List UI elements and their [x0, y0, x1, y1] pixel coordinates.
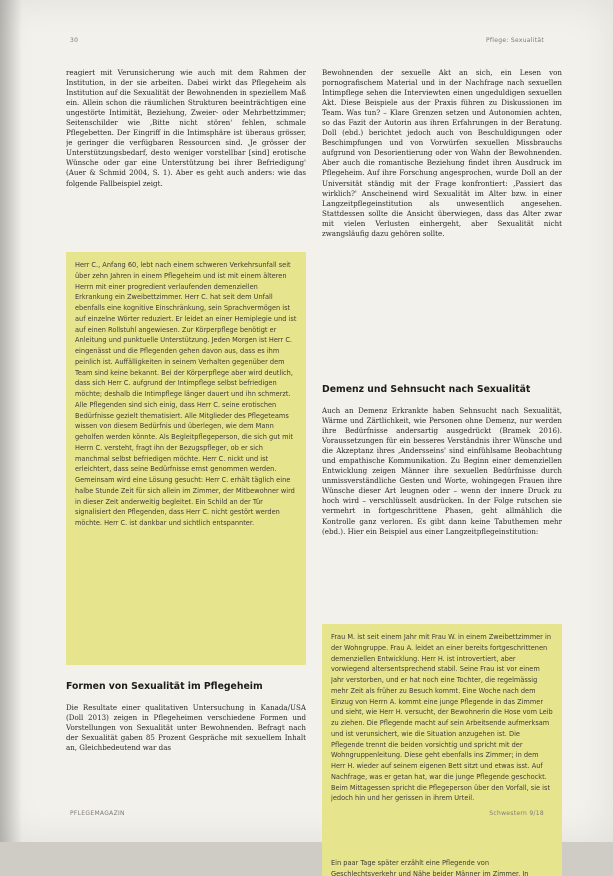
binding-shadow — [0, 0, 22, 842]
left-column — [66, 68, 306, 763]
footer-magazine: PFLEGEMAGAZIN — [70, 810, 125, 817]
case-box-herr-c — [66, 252, 306, 665]
case-text-continued: Ein paar Tage später erzählt eine Pflegende von Geschlechtsverkehr und Nähe beider Männer im Zimmer. In — [331, 859, 529, 876]
left-intro-paragraph: reagiert mit Verunsicherung wie auch mit dem Rahmen der Institution, in der sie arbeiten. Dabei wirkt das Pflegeheim als Institution auf die Sexualität der Bewohnenden in speziellem Maß ein. Allein schon die räumlichen Strukturen beeinträchtigen eine ungestörte Intimität, Beziehung, Zweier- oder Mehrbettzimmer; Seitenschilder wie ‚Bitte nicht stören' fehlen, schmale Pflegebetten. Der Eingriff in die Intimsphäre ist überaus grösser, je geringer die verfügbaren Ressourcen sind. ‚Je grösser der Unterstützungsbedarf, desto weniger vorstellbar [sind] erotische Wünsche oder gar eine Unterstützung bei ihrer Befriedigung' (Auer & Schmid 2004, S. 1). Aber es geht auch anders: wie das folgende Fallbeispiel zeigt. — [66, 68, 306, 188]
section-heading-demenz: Demenz und Sehnsucht nach Sexualität — [322, 384, 531, 395]
right-body-paragraph: Auch an Demenz Erkrankte haben Sehnsucht nach Sexualität, Wärme und Zärtlichkeit, wie Personen ohne Demenz, nur werden ihre Bedürfnisse andersartig ausgedrückt (Bramek 2016). Voraussetzungen für ein besseres Verständnis ihrer Wünsche und die Akzeptanz ihres ‚Andersseins' sind einfühlsame Beobachtung und empathische Kommunikation. Zu Beginn einer demenziellen Entwicklung zeigen Männer ihre sexuellen Bedürfnisse durch unmissverständliche Gesten und Worte, wohingegen Frauen ihre Wünsche dieser Art leugnen oder – wenn der innere Druck zu hoch wird – verschlüsselt ausdrücken. In der Folge rutschen sie vermehrt in fortgeschrittene Phasen, geht allmählich die Kontrolle ganz verloren. Es gibt dann keine Tabuthemen mehr (ebd.). Hier ein Beispiel aus einer Langzeitpflegeinstitution: — [322, 406, 562, 536]
right-intro-paragraph: Bewohnenden der sexuelle Akt an sich, ein Lesen von pornografischem Material und in der Nachfrage nach sexuellen Intimpflege sehen die Interviewten einen ungeduldigen sexuellen Akt. Diese Beispiele aus der Praxis führen zu Diskussionen im Team. Was tun? – Klare Grenzen setzen und Autonomien achten, so das Fazit der Autorin aus ihren Erfahrungen in der Beratung. Doll (ebd.) berichtet jedoch auch von Beschuldigungen oder Beschimpfungen und von Vorwürfen sexuellen Missbrauchs aufgrund von Desorientierung oder von Wahn der Bewohnenden. Aber auch die romantische Beziehung findet ihren Ausdruck im Pflegeheim. Auf ihre Forschung angesprochen, wurde Doll an der Universität ständig mit der Frage konfrontiert: ‚Passiert das wirklich?' Anscheinend wird Sexualität im Alter bzw. in einer Langzeitpflegeinstitution als unwesentlich angesehen. Stattdessen sollte die Ansicht überwiegen, dass das Alter zwar mit vielen Verlusten einhergeht, aber Sexualität nicht zwangsläufig dazu gehören sollte. — [322, 68, 562, 238]
case-text-herr-c: Herr C., Anfang 60, lebt nach einem schweren Verkehrsunfall seit über zehn Jahren in einem Pflegeheim und ist mit einem älteren Herrn mit einer progredient verlaufenden demenziellen Erkrankung ein Zweibettzimmer. Herr C. hat seit dem Unfall ebenfalls eine kognitive Einschränkung, sein Sprachvermögen ist auf einzelne Wörter reduziert. Er leidet an einer Hemiplegie und ist auf einen Rollstuhl angewiesen. Zur Körperpflege benötigt er Anleitung und punktuelle Unterstützung. Jeden Morgen ist Herr C. eingenässt und die Pflegenden gehen davon aus, dass es ihm peinlich ist. Auffälligkeiten in seinem Verhalten gegenüber dem Team sind keine bekannt. Bei der Körperpflege aber wird deutlich, dass sich Herr C. aufgrund der Intimpflege selbst befriedigen möchte; deshalb die Intimpflege länger dauert und ihn schmerzt. Alle Pflegenden sind sich einig, dass Herr C. seine erotischen Bedürfnisse gezielt thematisiert. Alle Mitglieder des Pflegeteams wissen von diesem Bedürfnis und überlegen, wie dem Mann geholfen werden könnte. Als Begleitpflegeperson, die sich gut mit Herrn C. versteht, fragt ihn der Bezugspfleger, ob er sich manchmal selbst befriedigen möchte. Herr C. nickt und ist erleichtert, dass seine Bedürfnisse ernst genommen werden. Gemeinsam wird eine Lösung gesucht: Herr C. erhält täglich eine halbe Stunde Zeit für sich allein im Zimmer, der Mitbewohner wird in dieser Zeit anderweitig begleitet. Ein Schild an der Tür signalisiert den Pflegenden, dass Herr C. nicht gestört werden möchte. Herr C. ist dankbar und sichtlich entspannter. — [75, 261, 297, 527]
running-header: Pflege: Sexualität — [485, 37, 544, 44]
right-column — [322, 68, 562, 876]
case-text-herr-h: Frau M. ist seit einem Jahr mit Frau W. in einem Zweibettzimmer in der Wohngruppe. Frau A. leidet an einer bereits fortgeschrittenen demenziellen Entwicklung. Herr H. ist introvertiert, aber vorwiegend altersentsprechend stabil. Seine Frau ist vor einem Jahr verstorben, und er hat noch eine Tochter, die regelmässig mehr Zeit als früher zu Besuch kommt. Eine Woche nach dem Einzug von Herrn A. kommt eine junge Pflegende in das Zimmer und sieht, wie Herr H. versucht, der Bewohnerin die Hose vom Leib zu ziehen. Die Pflegende macht auf sein Arbeitsende aufmerksam und ist verunsichert, wie die Situation anzugehen ist. Die Pflegende trennt die beiden vorsichtig und spricht mit der Wohngruppenleitung. Diese geht ebenfalls ins Zimmer; in dem Herr H. wieder auf seinem eigenen Bett sitzt und etwas isst. Auf Nachfrage, was er getan hat, war die junge Pflegende geschockt. Beim Mittagessen spricht die Pflegeperson über den Vorfall, sie ist jedoch hin und her gerissen in ihrem Urteil. — [331, 633, 553, 803]
case-box-herr-h — [322, 624, 562, 876]
section-heading-formen: Formen von Sexualität im Pflegeheim — [66, 681, 263, 692]
footer-issue: Schwestern 9/18 — [489, 810, 544, 817]
page-number: 30 — [70, 37, 79, 44]
left-body-paragraph: Die Resultate einer qualitativen Untersuchung in Kanada/USA (Doll 2013) zeigen in Pflegeheimen verschiedene Formen und Vorstellungen von Sexualität unter Bewohnenden. Befragt nach der Sexualität gaben 85 Prozent Gespräche mit sexuellem Inhalt an, Gleichbedeutend war das — [66, 703, 306, 753]
